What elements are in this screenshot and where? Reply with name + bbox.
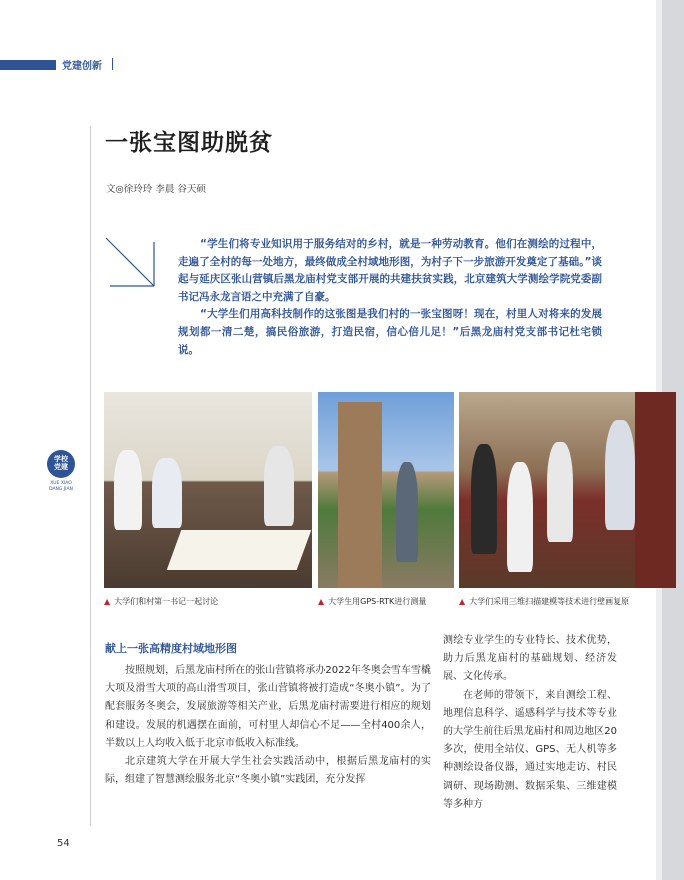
lead-paragraph: “大学生们用高科技制作的这张图是我们村的一张宝图呀！现在，村里人对将来的发展规划都一清二楚，搞民俗旅游，打造民宿，信心倍儿足！”后黑龙庙村党支部书记杜宅锁说。 [178, 308, 602, 356]
page-number: 54 [57, 838, 70, 849]
body-paragraph-continued: 测绘专业学生的专业特长、技术优势，助力后黑龙庙村的基础规划、经济发展、文化传承。 [443, 635, 617, 683]
badge-pinyin [44, 481, 78, 493]
badge-pinyin-line: XUE XIAO [50, 481, 72, 486]
lead-quote [178, 236, 602, 359]
body-column-left [105, 662, 431, 789]
caption-triangle-icon: ▲ [104, 597, 111, 606]
photo-discussion [104, 392, 312, 588]
body-column-right [443, 632, 617, 814]
photo-caption [104, 596, 218, 607]
section-label: 党建创新 [62, 61, 102, 72]
badge-pinyin-line: DANG JIAN [49, 487, 73, 492]
body-paragraph: 按照规划，后黑龙庙村所在的张山营镇将承办2022年冬奥会雪车雪橇大项及滑雪大项的高山滑雪项目，张山营镇将被打造成“冬奥小镇”。为了配套服务冬奥会，发展旅游等相关产业，后黑龙庙村需要进行相应的规划和建设。发展的机遇摆在面前，可村里人却信心不足——全村400余人，半数以上人均收入低于北京市低收入标准线。 [105, 665, 431, 749]
section-label-divider [112, 58, 113, 70]
body-paragraph: 北京建筑大学在开展大学生社会实践活动中，根据后黑龙庙村的实际，组建了智慧测绘服务北京“冬奥小镇”实践团，充分发挥 [105, 756, 431, 786]
body-paragraph: 在老师的带领下，来自测绘工程、地理信息科学、遥感科学与技术等专业的大学生前往后黑龙庙村和周边地区20多次，使用全站仪、GPS、无人机等多种测绘设备仪器，通过实地走访、村民调研、现场勘测、数据采集、三维建模等多种方 [443, 689, 617, 810]
section-heading: 献上一张高精度村域地形图 [105, 642, 237, 655]
caption-text: 大学们和村第一书记一起讨论 [114, 597, 219, 606]
photo-caption [318, 596, 426, 607]
lead-paragraph: “学生们将专业知识用于服务结对的乡村，就是一种劳动教育。他们在测绘的过程中，走遍了全村的每一处地方，最终做成全村域地形图，为村子下一步旅游开发奠定了基础。”谈起与延庆区张山营镇后黑龙庙村党支部开展的共建扶贫实践，北京建筑大学测绘学院党委副书记冯永龙言语之中充满了自豪。 [178, 238, 602, 303]
byline: 文◎徐玲玲 李晨 谷天硕 [106, 184, 206, 195]
caption-text: 大学生用GPS-RTK进行测量 [328, 597, 427, 606]
caption-triangle-icon: ▲ [318, 597, 325, 606]
badge-line: 党建 [54, 463, 68, 471]
lead-corner-arrow-icon [104, 236, 156, 288]
photo-caption [459, 596, 629, 607]
caption-text: 大学们采用三维扫描建模等技术进行壁画复原 [469, 597, 630, 606]
photo-3d-scan [459, 392, 676, 588]
photo-gps-survey [318, 392, 454, 588]
badge-line: 学校 [54, 455, 68, 463]
school-party-badge [47, 450, 75, 478]
section-header-bar [0, 60, 56, 70]
caption-triangle-icon: ▲ [459, 597, 466, 606]
article-title: 一张宝图助脱贫 [105, 130, 273, 156]
margin-rule [90, 126, 91, 826]
